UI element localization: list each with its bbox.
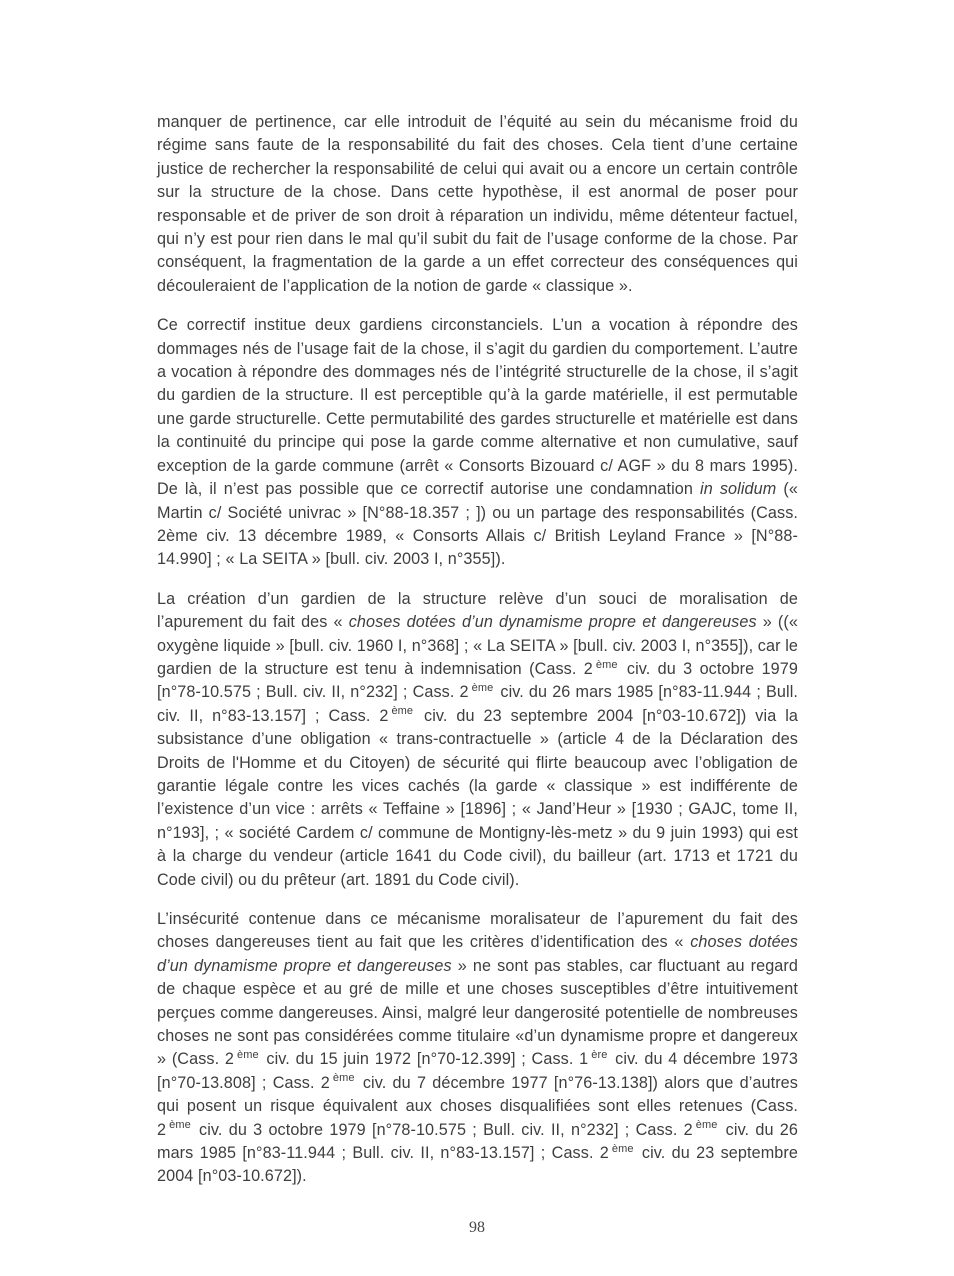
text-run: manquer de pertinence, car elle introduit de l’équité au sein du mécanisme froid du régime sans faute de la responsabilité du fait des choses. Cela tient d’une certaine justice de rechercher la responsabilité de celui qui avait ou a encore un certain contrôle sur la structure de la chose. Dans cette hypothèse, il est anormal de poser pour responsable et de priver de son droit à réparation un individu, même détenteur factuel, qui n’y est pour rien dans le mal qu’il subit du fait de l’usage conforme de la chose. Par conséquent, la fragmentation de la garde a un effet correcteur des conséquences qui découleraient de l’application de la notion de garde « classique ».	[157, 113, 803, 295]
superscript-run: ème	[391, 705, 414, 718]
italic-text-run: in solidum	[700, 480, 777, 499]
text-run: civ. du 23 septembre 2004 [n°03-10.672]).	[157, 1144, 803, 1186]
page-body	[157, 111, 803, 1205]
superscript-run: ème	[611, 1142, 634, 1155]
paragraph	[157, 314, 803, 571]
paragraph	[157, 908, 803, 1189]
superscript-run: ème	[169, 1119, 191, 1132]
superscript-run: ème	[332, 1072, 355, 1085]
superscript-run: ère	[591, 1049, 608, 1062]
superscript-run: ème	[237, 1049, 259, 1062]
text-run: civ. du 26 mars 1985 [n°83-11.944 ; Bull. civ. II, n°83-13.157] ; Cass. 2	[157, 683, 803, 725]
text-run: La création d’un gardien de la structure relève d’un souci de moralisation de l’apurement du fait des «	[157, 589, 803, 632]
text-run: civ. du 15 juin 1972 [n°70-12.399] ; Cass. 1	[260, 1050, 589, 1069]
text-run: (« Martin c/ Société univrac » [N°88-18.357 ; ]) ou un partage des responsabilités (Cass. 2ème civ. 13 décembre 1989, « Consorts Allais c/ British Leyland France » [N°88-14.990] ; « La SEITA » [bull. civ. 2003 I, n°355]).	[157, 480, 803, 569]
text-run: » ((« oxygène liquide » [bull. civ. 1960 I, n°368] ; « La SEITA » [bull. civ. 2003 I, n°355]), car le gardien de la structure est tenu à indemnisation (Cass. 2	[157, 613, 803, 678]
italic-text-run: choses dotées d’un dynamisme propre et dangereuses	[348, 613, 757, 632]
text-run: » ne sont pas stables, car fluctuant au regard de chaque espèce et au gré de mille et une choses susceptibles d’être intuitivement perçues comme dangereuses. Ainsi, malgré leur dangerosité potentielle de nombreuses choses ne sont pas considérées comme titulaire «d’un dynamisme propre et dangereux » (Cass. 2	[157, 956, 803, 1069]
text-run: civ. du 3 octobre 1979 [n°78-10.575 ; Bull. civ. II, n°232] ; Cass. 2	[157, 659, 803, 702]
text-run: civ. du 7 décembre 1977 [n°76-13.138]) alors que d’autres qui posent un risque équivalent aux choses disqualifiées sont elles retenues (Cass. 2	[157, 1073, 803, 1139]
text-run: civ. du 26 mars 1985 [n°83-11.944 ; Bull. civ. II, n°83-13.157] ; Cass. 2	[157, 1120, 803, 1163]
paragraph	[157, 111, 803, 298]
superscript-run: ème	[695, 1119, 718, 1132]
text-run: Ce correctif institue deux gardiens circonstanciels. L’un a vocation à répondre des dommages nés de l’usage fait de la chose, il s’agit du gardien du comportement. L’autre a vocation à répondre des dommages nés de l’intégrité structurelle de la chose, il s’agit du gardien de la structure. Il est perceptible qu’à la garde matérielle, il est permutable une garde structurelle. Cette permutabilité des gardes structurelle et matérielle est dans la continuité du principe qui pose la garde comme alternative et non cumulative, sauf exception de la garde commune (arrêt « Consorts Bizouard c/ AGF » du 8 mars 1995). De là, il n’est pas possible que ce correctif autorise une condamnation	[157, 316, 803, 499]
superscript-run: ème	[595, 658, 618, 671]
text-run: L’insécurité contenue dans ce mécanisme moralisateur de l’apurement du fait des choses dangereuses tient au fait que les critères d’identification des «	[157, 910, 803, 952]
paragraph	[157, 588, 803, 892]
page-number: 98	[469, 1219, 485, 1236]
text-run: civ. du 23 septembre 2004 [n°03-10.672]) via la subsistance d’une obligation « trans-contractuelle » (article 4 de la Déclaration des Droits de l'Homme et du Citoyen) de sécurité qui flirte beaucoup avec l’obligation de garantie légale contre les vices cachés (la garde « classique » est indifférente de l’existence d’un vice : arrêts « Teffaine » [1896] ; « Jand’Heur » [1930 ; GAJC, tome II, n°193], ; « société Cardem c/ commune de Montigny-lès-metz » du 9 juin 1993) qui est à la charge du vendeur (article 1641 du Code civil), du bailleur (art. 1713 et 1721 du Code civil) ou du prêteur (art. 1891 du Code civil).	[157, 706, 803, 889]
text-run: civ. du 4 décembre 1973 [n°70-13.808] ; Cass. 2	[157, 1050, 803, 1092]
italic-text-run: choses dotées d’un dynamisme propre et dangereuses	[157, 933, 803, 975]
text-run: civ. du 3 octobre 1979 [n°78-10.575 ; Bull. civ. II, n°232] ; Cass. 2	[192, 1120, 693, 1139]
superscript-run: ème	[471, 681, 494, 694]
